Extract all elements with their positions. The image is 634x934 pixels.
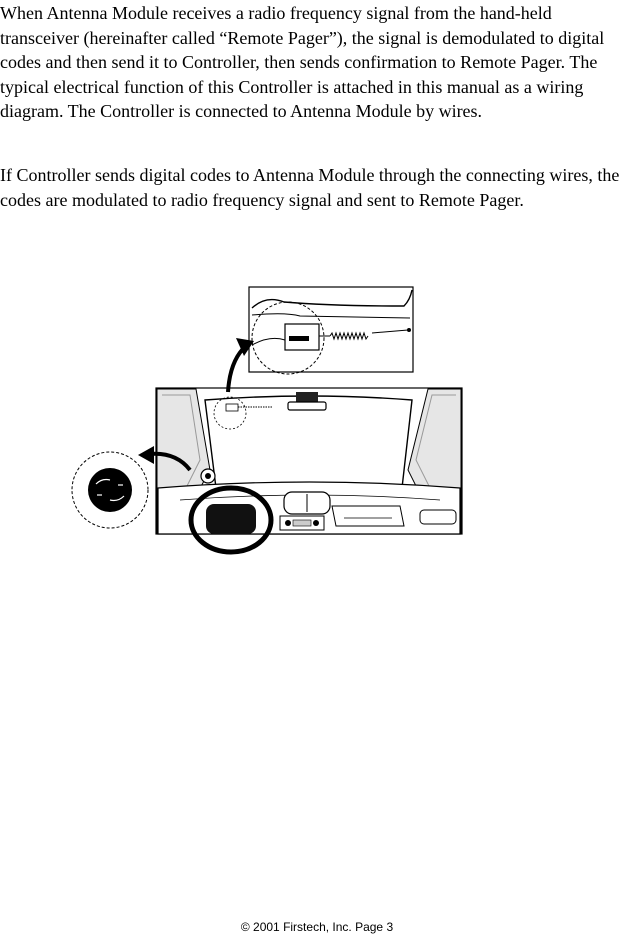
page-footer: © 2001 Firstech, Inc. Page 3 <box>240 920 394 934</box>
antenna-detail-inset <box>249 287 413 374</box>
body-paragraph-2: If Controller sends digital codes to Antenna Module through the connecting wires, the codes are modulated to radio frequency signal and sent to Remote Pager. <box>0 165 620 210</box>
controller-detail-inset <box>72 452 148 528</box>
body-paragraph-1: When Antenna Module receives a radio frequency signal from the hand-held transceiver (hereinafter called “Remote Pager”), the signal is demodulated to digital codes and then send it to Controller, then sends confirmation to Remote Pager. The typical electrical function of this Controller is attached in this manual as a wiring diagram. The Controller is connected to Antenna Module by wires. <box>0 3 605 122</box>
car-interior-view <box>156 388 462 552</box>
